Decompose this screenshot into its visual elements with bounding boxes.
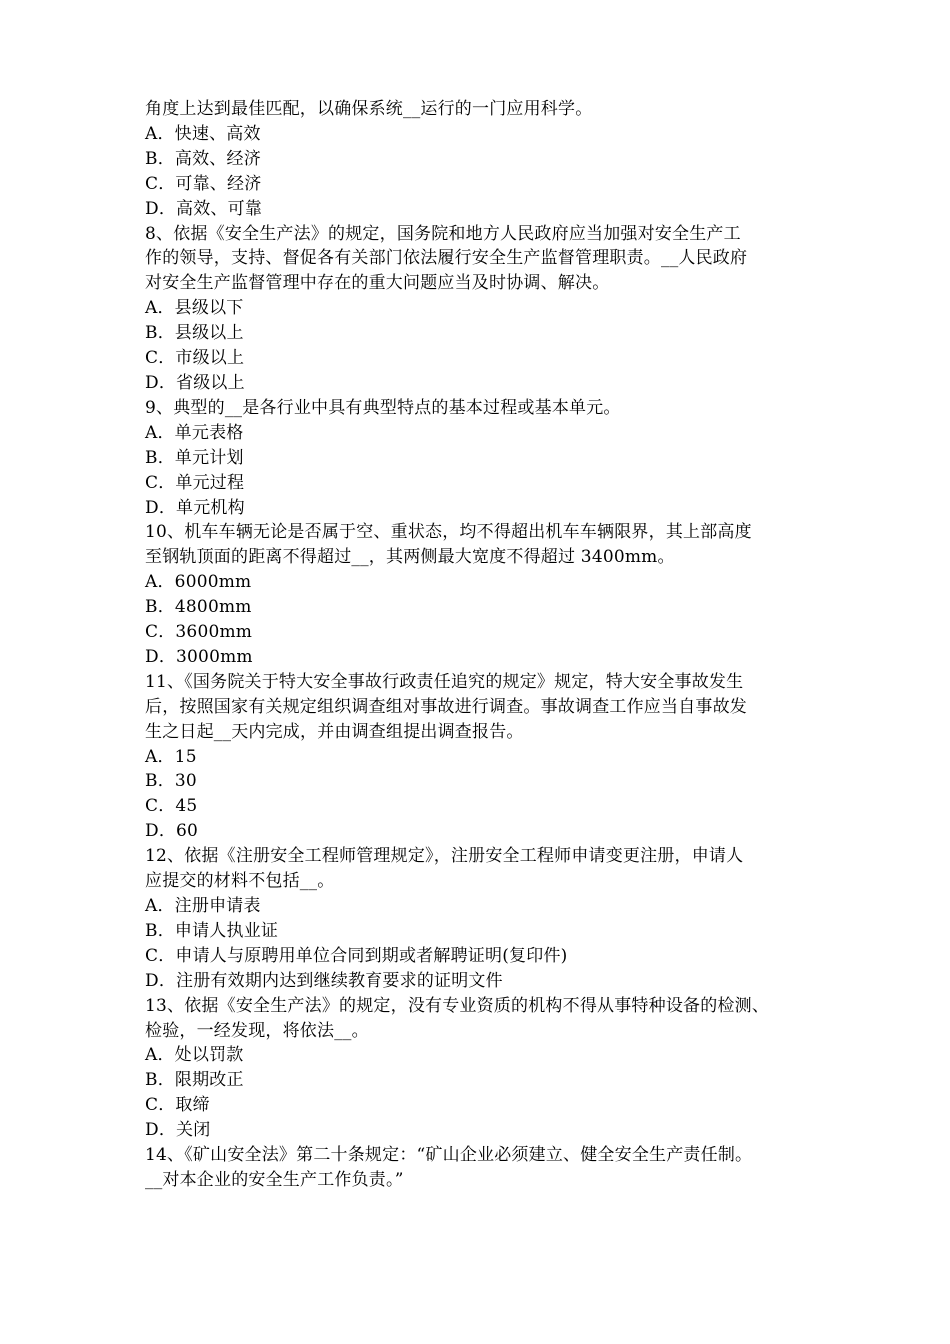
option-d: D．60 [145,821,199,842]
option-d: D．单元机构 [145,497,245,518]
question-14-text: __对本企业的安全生产工作负责。” [145,1169,404,1190]
option-d: D．注册有效期内达到继续教育要求的证明文件 [145,970,503,991]
question-10-text: 至钢轨顶面的距离不得超过__，其两侧最大宽度不得超过 3400mm。 [145,547,675,568]
question-8-text: 8、依据《安全生产法》的规定，国务院和地方人民政府应当加强对安全生产工 [145,223,741,244]
option-c: C．单元过程 [145,472,245,493]
question-10-text: 10、机车车辆无论是否属于空、重状态，均不得超出机车车辆限界，其上部高度 [145,522,752,543]
option-a: A．15 [145,746,197,767]
text-line: 角度上达到最佳匹配，以确保系统__运行的一门应用科学。 [145,99,593,119]
question-8-text: 对安全生产监督管理中存在的重大问题应当及时协调、解决。 [145,273,610,294]
option-b: B．30 [145,771,197,792]
option-c: C．3600mm [145,622,253,643]
option-a: A．单元表格 [145,422,244,443]
question-11-text: 生之日起__天内完成，并由调查组提出调查报告。 [145,721,524,742]
option-b: B．申请人执业证 [145,920,279,941]
option-a: A．处以罚款 [145,1045,244,1066]
option-b: B．4800mm [145,597,252,618]
option-a: A．县级以下 [145,298,244,319]
option-c: C．申请人与原聘用单位合同到期或者解聘证明(复印件) [145,945,568,966]
option-a: A．快速、高效 [145,123,261,144]
option-c: C．可靠、经济 [145,173,262,194]
option-c: C．45 [145,796,198,817]
option-c: C．取缔 [145,1095,210,1116]
question-8-text: 作的领导，支持、督促各有关部门依法履行安全生产监督管理职责。__人民政府 [145,248,748,269]
question-13-text: 13、依据《安全生产法》的规定，没有专业资质的机构不得从事特种设备的检测、 [145,995,770,1016]
question-13-text: 检验，一经发现，将依法__。 [145,1020,369,1041]
option-d: D．省级以上 [145,372,245,393]
question-11-text: 后，按照国家有关规定组织调查组对事故进行调查。事故调查工作应当自事故发 [145,696,747,717]
option-c: C．市级以上 [145,348,245,369]
question-9-text: 9、典型的__是各行业中具有典型特点的基本过程或基本单元。 [145,397,621,418]
question-12-text: 应提交的材料不包括__。 [145,871,335,892]
option-b: B．县级以上 [145,323,244,344]
option-a: A．注册申请表 [145,896,261,916]
document-page [145,97,817,1193]
option-b: B．单元计划 [145,447,244,468]
option-d: D．3000mm [145,646,253,667]
option-a: A．6000mm [145,572,252,593]
question-14-text: 14、《矿山安全法》第二十条规定：“矿山企业必须建立、健全安全生产责任制。 [145,1145,753,1166]
option-d: D．关闭 [145,1120,211,1141]
option-b: B．限期改正 [145,1070,244,1091]
question-11-text: 11、《国务院关于特大安全事故行政责任追究的规定》规定，特大安全事故发生 [145,671,744,692]
option-d: D．高效、可靠 [145,198,263,219]
option-b: B．高效、经济 [145,148,261,169]
question-12-text: 12、依据《注册安全工程师管理规定》，注册安全工程师申请变更注册，申请人 [145,846,744,867]
